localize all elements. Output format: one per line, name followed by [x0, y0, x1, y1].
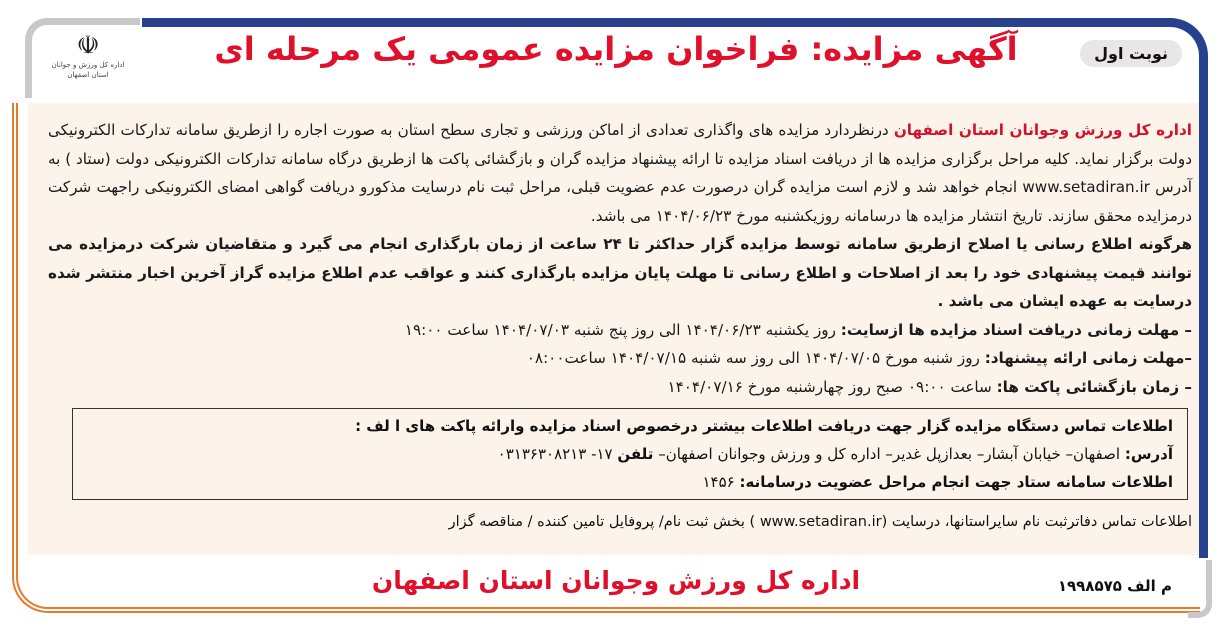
opening-time [48, 373, 1192, 402]
notice-paragraph: هرگونه اطلاع رسانی یا اصلاح ازطریق سامانه توسط مزایده گزار حداکثر تا ۲۴ ساعت از زمان بارگذاری انجام می گیرد و متقاضیان شرکت درمزایده می توانند قیمت پیشنهادی خود را بعد از اصلاحات و اطلاع رسانی تا مهلت پایان مزایده بارگذاری کنند و عواقب عدم اطلاع مزایده گراز آخرین اخبار منتشر شده درسایت به عهده ایشان می باشد . [48, 235, 1192, 310]
gray-frame-corner [1188, 560, 1212, 618]
address-line [87, 440, 1173, 468]
announcement-body [48, 116, 1192, 401]
website-link[interactable]: www.setadiran.ir [1022, 178, 1150, 196]
deadline-documents [48, 316, 1192, 345]
edition-badge: نوبت اول [1080, 40, 1182, 67]
box-heading: اطلاعات تماس دستگاه مزایده گزار جهت دریافت اطلاعات بیشتر درخصوص اسناد مزایده وارائه پاکت های ا لف : [355, 417, 1173, 435]
logo-text: اداره کل ورزش و جوانان استان اصفهان [51, 61, 125, 79]
deadline-label: – زمان بازگشائی پاکت ها: [996, 377, 1192, 396]
deadline-label: –مهلت زمانی ارائه پیشنهاد: [984, 349, 1192, 367]
intro-paragraph [48, 116, 1192, 230]
setad-label: اطلاعات سامانه ستاد جهت انجام مراحل عضویت درسامانه: [739, 473, 1173, 491]
organization-name: اداره کل ورزش وجوانان استان اصفهان [893, 121, 1192, 139]
address-label: آدرس: [1124, 445, 1173, 463]
emblem-icon: ☫ [76, 31, 100, 61]
contact-note: اطلاعات تماس دفاترثبت نام سایراستانها، درسایت (www.setadiran.ir ) بخش ثبت نام/ پروفایل تامین کننده / مناقصه گزار [448, 514, 1192, 530]
ad-code: م الف ۱۹۹۸۵۷۵ [1057, 577, 1172, 595]
deadline-value: ساعت ۰۹:۰۰ صبح روز چهارشنبه مورخ ۱۴۰۴/۰۷/۱۶ [667, 377, 997, 396]
phone-value: ۱۷- ۰۳۱۳۶۳۰۸۲۱۳ [497, 445, 618, 463]
intro-text: درنظردارد مزایده های واگذاری تعدادی از اماکن ورزشی و تجاری سطح استان به صورت اجاره را ازطریق سامانه تدارکات الکترونیکی دولت برگزار نماید. کلیه مراحل برگزاری مزایده ها از دریافت اسناد مزایده تا ارائه پیشنهاد مزایده گران و بازگشائی پاکت ها ازطریق درگاه سامانه تدارکات الکترونیکی دولت (ستاد ) به آدرس [48, 121, 1193, 196]
address-value: اصفهان– خیابان آبشار– بعدازپل غدیر– اداره کل و ورزش وجوانان اصفهان– [653, 445, 1125, 463]
page-title: آگهی مزایده: فراخوان مزایده عمومی یک مرحله ای [214, 30, 1018, 68]
phone-label: تلفن [617, 445, 654, 463]
contact-info-box [72, 408, 1188, 500]
setad-line [87, 468, 1173, 496]
deadline-value: روز شنبه مورخ ۱۴۰۴/۰۷/۰۵ الی روز سه شنبه ۱۴۰۴/۰۷/۱۵ ساعت۰۸:۰۰ [526, 349, 985, 367]
deadline-label: – مهلت زمانی دریافت اسناد مزایده ها ازسایت: [840, 320, 1192, 339]
iran-emblem-logo [42, 32, 134, 94]
intro-text-cont: انجام خواهد شد و لازم است مزایده گران درصورت عدم عضویت قبلی، مراحل ثبت نام درسایت مذکورو دریافت گواهی امضای الکترونیکی راجهت شرکت درمزایده محقق سازند. تاریخ انتشار مزایده ها درسامانه روزیکشنبه مورخ ۱۴۰۴/۰۶/۲۳ می باشد. [48, 178, 1192, 225]
deadline-proposals [48, 344, 1192, 373]
setad-value: ۱۴۵۶ [702, 473, 740, 491]
footer-organization: اداره کل ورزش وجوانان استان اصفهان [371, 566, 861, 595]
deadline-value: روز یکشنبه ۱۴۰۴/۰۶/۲۳ الی روز پنج شنبه ۱۴۰۴/۰۷/۰۳ ساعت ۱۹:۰۰ [404, 320, 841, 339]
